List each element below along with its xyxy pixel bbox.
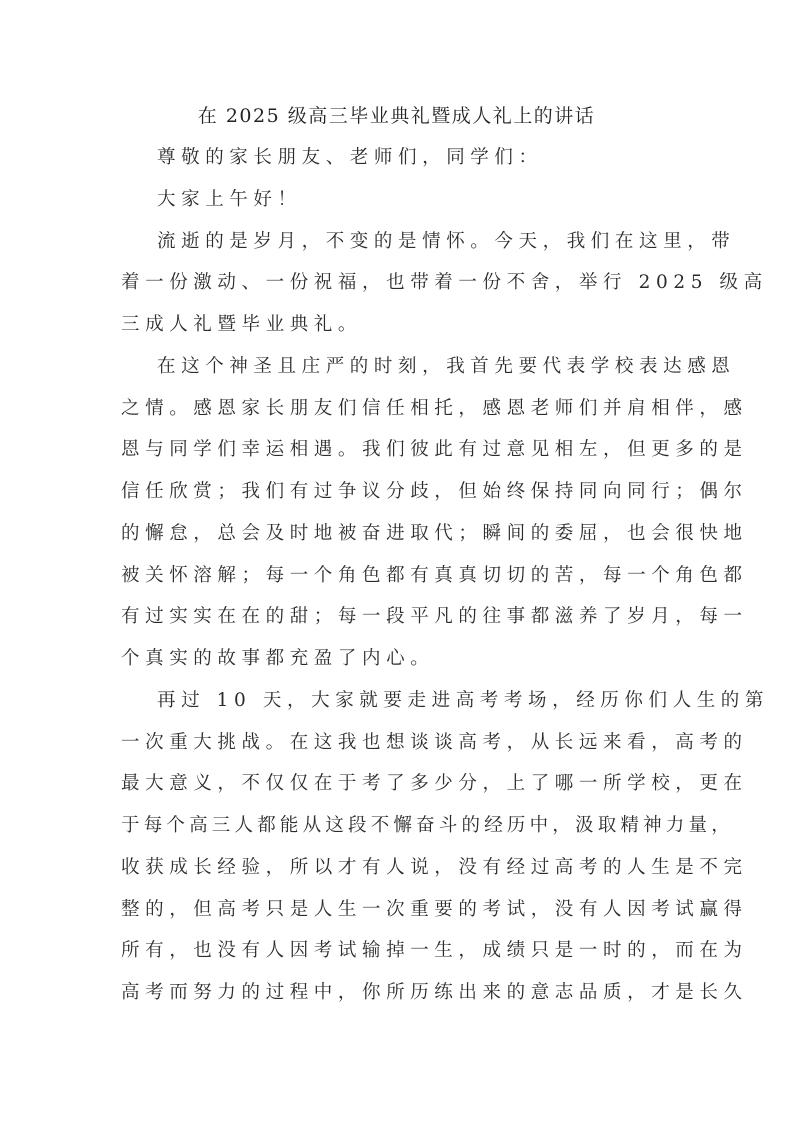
- paragraph-line: 恩与同学们幸运相遇。我们彼此有过意见相左，但更多的是: [121, 439, 748, 461]
- paragraph-line: 所有，也没有人因考试输掉一生，成绩只是一时的，而在为: [121, 940, 748, 962]
- greeting-line: 大家上午好！: [157, 188, 302, 210]
- paragraph-line: 高考而努力的过程中，你所历练出来的意志品质，才是长久: [121, 982, 748, 1003]
- paragraph-line: 着一份激动、一份祝福，也带着一份不舍，举行 2025 级高: [121, 272, 768, 294]
- paragraph-line: 的懈怠，总会及时地被奋进取代；瞬间的委屈，也会很快地: [121, 522, 748, 544]
- paragraph-line: 于每个高三人都能从这段不懈奋斗的经历中，汲取精神力量，: [121, 815, 734, 836]
- paragraph-line: 之情。感恩家长朋友们信任相托，感恩老师们并肩相伴，感: [121, 397, 748, 419]
- paragraph-line: 被关怀溶解；每一个角色都有真真切切的苦，每一个角色都: [121, 564, 748, 586]
- paragraph-line: 个真实的故事都充盈了内心。: [121, 648, 435, 669]
- document-title: 在 2025 级高三毕业典礼暨成人礼上的讲话: [197, 105, 596, 127]
- document-body: [121, 143, 770, 1020]
- paragraph-line: 收获成长经验，所以才有人说，没有经过高考的人生是不完: [121, 856, 748, 878]
- paragraph-line: 整的，但高考只是人生一次重要的考试，没有人因考试赢得: [121, 898, 748, 920]
- paragraph-line: 有过实实在在的甜；每一段平凡的往事都滋养了岁月，每一: [121, 606, 748, 628]
- paragraph-line: 最大意义，不仅仅在于考了多少分，上了哪一所学校，更在: [121, 773, 748, 795]
- paragraph-line: 一次重大挑战。在这我也想谈谈高考，从长远来看，高考的: [121, 731, 748, 753]
- paragraph-line: 三成人礼暨毕业典礼。: [121, 314, 363, 335]
- salutation-line: 尊敬的家长朋友、老师们，同学们：: [157, 147, 543, 168]
- paragraph-line: 再过 10 天，大家就要走进高考考场，经历你们人生的第: [157, 689, 770, 711]
- paragraph-line: 流逝的是岁月，不变的是情怀。今天，我们在这里，带: [157, 230, 736, 252]
- paragraph-line: 信任欣赏；我们有过争议分歧，但始终保持同向同行；偶尔: [121, 481, 748, 502]
- paragraph-line: 在这个神圣且庄严的时刻，我首先要代表学校表达感恩: [157, 355, 736, 377]
